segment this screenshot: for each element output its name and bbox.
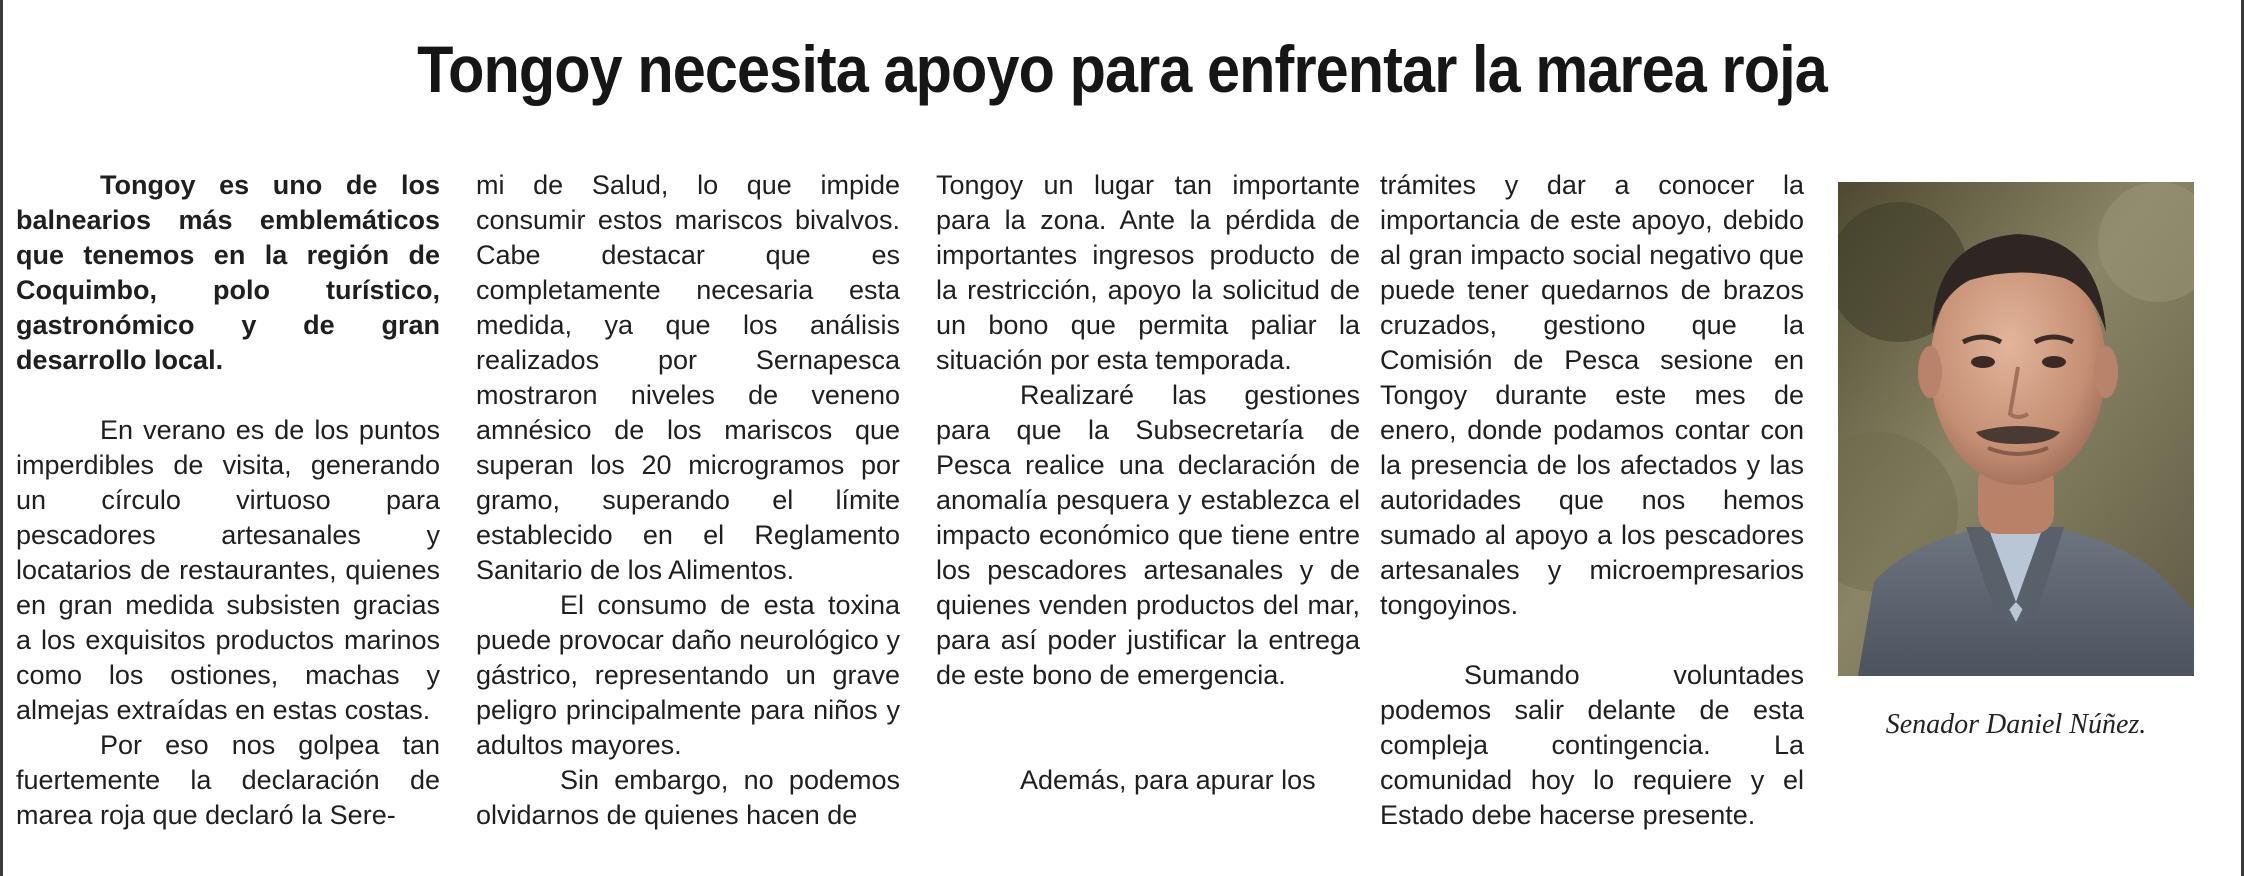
article-paragraph: Además, para apurar los bbox=[1020, 765, 1316, 795]
article-paragraph: Por eso nos golpea tan fuertemente la declaración de marea roja que declaró la Sere- bbox=[16, 730, 440, 830]
article-column-3 bbox=[936, 168, 1360, 798]
page-border-left bbox=[0, 0, 3, 876]
article-paragraph: Realizaré las gestiones para que la Subsecretaría de Pesca realice una declaración de anomalía pesquera y establezca el impacto económico que tiene entre los pescadores artesanales y de quienes venden productos del mar, para así poder justificar la entrega de este bono de emergencia. bbox=[936, 380, 1360, 690]
article-lead: Tongoy es uno de los balnearios más emblemáticos que tenemos en la región de Coquimbo, polo turístico, gastronómico y de gran desarrollo local. bbox=[16, 170, 440, 375]
article-column-4 bbox=[1380, 168, 1804, 833]
article-paragraph: Tongoy un lugar tan importante para la zona. Ante la pérdida de importantes ingresos producto de la restricción, apoyo la solicitud de un bono que permita paliar la situación por esta temporada. bbox=[936, 170, 1360, 375]
article-column-2 bbox=[476, 168, 900, 833]
senator-portrait-photo bbox=[1838, 182, 2194, 676]
article-paragraph: En verano es de los puntos imperdibles de visita, generando un círculo virtuoso para pescadores artesanales y locatarios de restaurantes, quienes en gran medida subsisten gracias a los exquisitos productos marinos como los ostiones, machas y almejas extraídas en estas costas. bbox=[16, 415, 440, 725]
article-headline: Tongoy necesita apoyo para enfrentar la marea roja bbox=[417, 32, 1827, 106]
article-paragraph: El consumo de esta toxina puede provocar daño neurológico y gástrico, representando un grave peligro principalmente para niños y adultos mayores. bbox=[476, 590, 900, 760]
article-paragraph: mi de Salud, lo que impide consumir estos mariscos bivalvos. Cabe destacar que es completamente necesaria esta medida, ya que los análisis realizados por Sernapesca mostraron niveles de veneno amnésico de los mariscos que superan los 20 microgramos por gramo, superando el límite establecido en el Reglamento Sanitario de los Alimentos. bbox=[476, 170, 900, 585]
article-paragraph: trámites y dar a conocer la importancia de este apoyo, debido al gran impacto social negativo que puede tener quedarnos de brazos cruzados, gestiono que la Comisión de Pesca sesione en Tongoy durante este mes de enero, donde podamos contar con la presencia de los afectados y las autoridades que nos hemos sumado al apoyo a los pescadores artesanales y microempresarios tongoyinos. bbox=[1380, 170, 1804, 620]
article-column-1 bbox=[16, 168, 440, 833]
article-paragraph: Sin embargo, no podemos olvidarnos de quienes hacen de bbox=[476, 765, 900, 830]
article-paragraph: Sumando voluntades podemos salir delante de esta compleja contingencia. La comunidad hoy lo requiere y el Estado debe hacerse presente. bbox=[1380, 660, 1804, 830]
photo-caption: Senador Daniel Núñez. bbox=[1885, 709, 2147, 740]
